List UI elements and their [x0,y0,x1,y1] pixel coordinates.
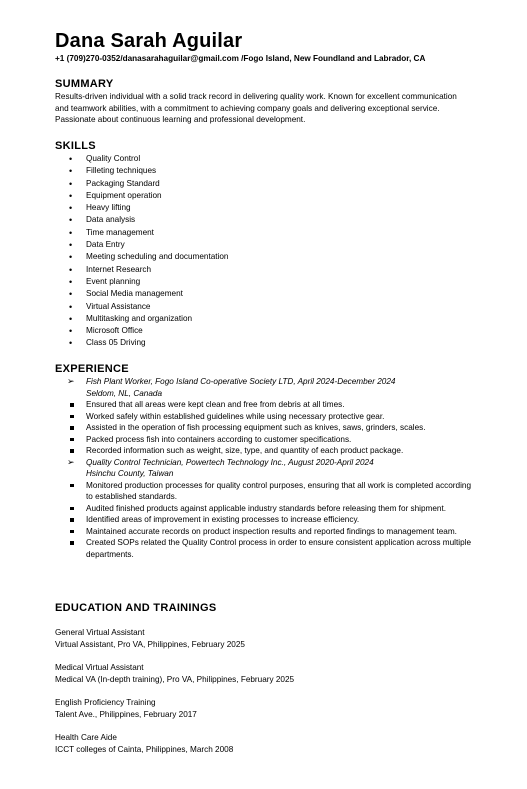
skill-item: • Event planning [55,276,228,288]
skill-item: • Data Entry [55,239,228,251]
job-title: Fish Plant Worker, Fogo Island Co-operative Society LTD, April 2024-December 2024 [86,377,396,386]
arrow-bullet-icon: ➢ [67,376,75,386]
experience-heading: EXPERIENCE [55,363,129,375]
skill-item: • Meeting scheduling and documentation [55,251,228,263]
education-detail: Virtual Assistant, Pro VA, Philippines, February 2025 [55,640,245,649]
education-title: General Virtual Assistant [55,628,145,637]
job-duty: Packed process fish into containers according to customer specifications. [55,434,475,446]
job-duty: Audited finished products against applicable industry standards before releasing them for shipment. [55,503,475,515]
education-detail: Medical VA (In-depth training), Pro VA, Philippines, February 2025 [55,675,295,684]
skill-item: • Quality Control [55,153,228,165]
education-item [55,697,294,721]
education-detail: Talent Ave., Philippines, February 2017 [55,710,197,719]
candidate-name: Dana Sarah Aguilar [55,30,243,52]
job-location: Seldom, NL, Canada [86,388,163,398]
skill-item: • Filleting techniques [55,165,228,177]
job-duty: Worked safely within established guidelines while using necessary protective gear. [55,411,475,423]
arrow-bullet-icon: ➢ [67,456,75,467]
skill-item: • Class 05 Driving [55,337,228,349]
experience-section [55,376,475,560]
education-heading: EDUCATION AND TRAININGS [55,602,217,614]
skills-heading: SKILLS [55,140,96,152]
education-item [55,627,294,651]
skill-item: • Virtual Assistance [55,301,228,313]
job-duty: Assisted in the operation of fish processing equipment such as knives, saws, grinders, scales. [55,422,475,434]
job-title: Quality Control Technician, Powertech Technology Inc., August 2020-April 2024 [86,457,374,467]
skill-item: • Time management [55,227,228,239]
education-list [55,627,294,767]
skill-item: • Internet Research [55,264,228,276]
contact-line: +1 (709)270-0352/danasarahaguilar@gmail.com /Fogo Island, New Foundland and Labrador, CA [55,54,426,63]
job-location: Hsinchu County, Taiwan [86,469,174,478]
education-title: English Proficiency Training [55,698,156,707]
job-duty: Maintained accurate records on product inspection results and reported findings to management team. [55,526,475,538]
skill-item: • Heavy lifting [55,202,228,214]
education-item [55,732,294,756]
skill-item: • Equipment operation [55,190,228,202]
skill-item: • Multitasking and organization [55,313,228,325]
education-title: Health Care Aide [55,733,117,742]
job-duty: Recorded information such as weight, size, type, and quantity of each product package. [55,445,475,457]
education-title: Medical Virtual Assistant [55,663,144,672]
skill-item: • Packaging Standard [55,178,228,190]
education-detail: ICCT colleges of Cainta, Philippines, March 2008 [55,745,234,754]
skill-item: • Data analysis [55,214,228,226]
job-duty: Created SOPs related the Quality Control process in order to ensure consistent application across multiple departments. [55,537,475,560]
education-item [55,662,294,686]
skill-item: • Microsoft Office [55,325,228,337]
skill-item: • Social Media management [55,288,228,300]
skills-list [55,153,228,350]
job-duty: Monitored production processes for quality control purposes, ensuring that all work is completed according to established standards. [55,480,475,503]
job-header [55,376,475,399]
job-duty: Identified areas of improvement in existing processes to increase efficiency. [55,514,475,526]
job-duty: Ensured that all areas were kept clean and free from debris at all times. [55,399,475,411]
summary-heading: SUMMARY [55,78,114,90]
summary-text: Results-driven individual with a solid track record in delivering quality work. Known for excellent communication and teamwork abilities, with a commitment to achieving company goals and delivering exceptional service. Passionate about continuous learning and professional development. [55,92,457,124]
job-header [55,457,475,480]
